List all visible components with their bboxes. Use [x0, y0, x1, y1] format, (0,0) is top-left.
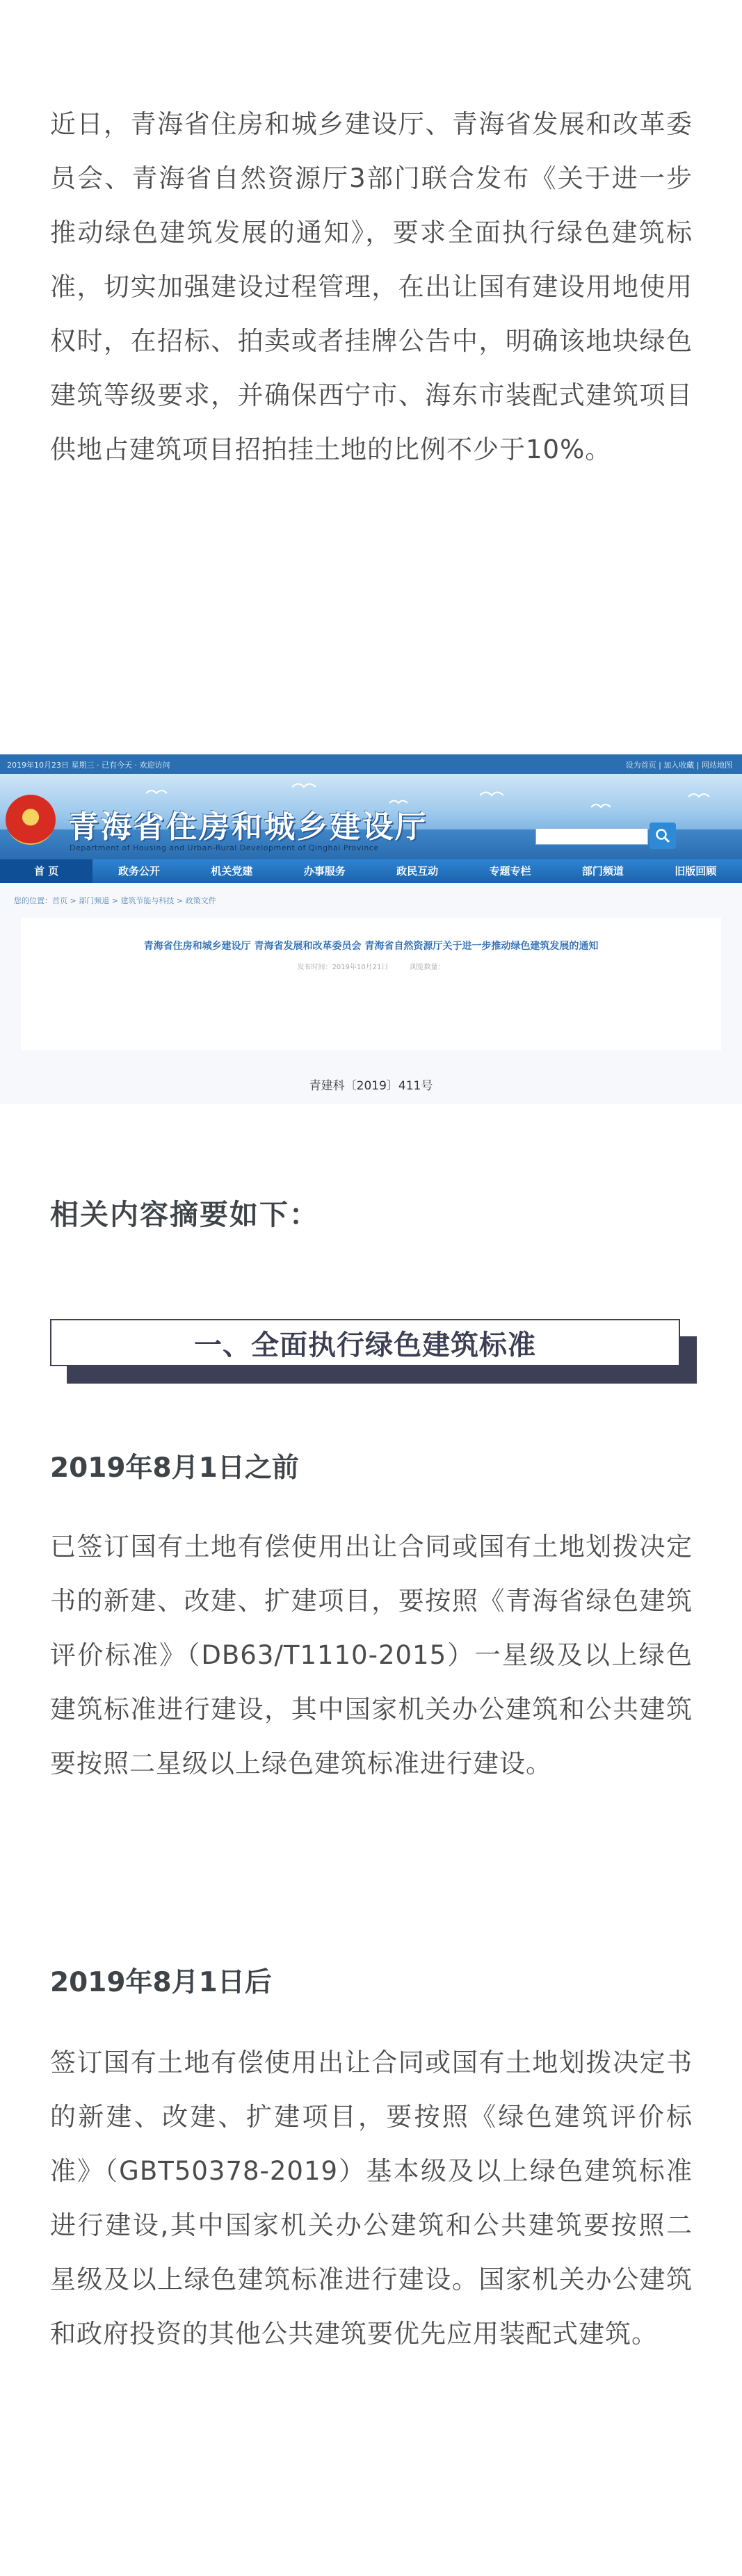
nav-departments[interactable]: 部门频道: [581, 865, 624, 877]
site-topbar: [0, 754, 742, 774]
gull-icon: [688, 791, 709, 800]
site-top-links: 设为首页 | 加入收藏 | 网站地图: [625, 761, 732, 770]
search-icon: [655, 828, 670, 843]
nav-old-version[interactable]: 旧版回顾: [675, 865, 717, 877]
site-nav: [0, 859, 742, 883]
after-date-heading: 2019年8月1日后: [50, 1967, 272, 1998]
nav-topics[interactable]: 专题专栏: [489, 865, 531, 877]
nav-interaction[interactable]: 政民互动: [396, 865, 439, 877]
gull-icon: [292, 781, 316, 791]
website-screenshot: [0, 754, 742, 1104]
nav-services[interactable]: 办事服务: [303, 865, 346, 877]
view-count: 浏览数量：: [410, 964, 445, 971]
gull-icon: [146, 788, 167, 796]
gull-icon: [591, 802, 611, 810]
summary-heading: 相关内容摘要如下：: [50, 1198, 319, 1231]
after-paragraph: 签订国有土地有偿使用出让合同或国有土地划拨决定书的新建、改建、扩建项目，要按照《绿色建筑评价标准》（GBT50378-2019）基本级及以上绿色建筑标准进行建设,其中国家机关办公建筑和公共建筑要按照二星级及以上绿色建筑标准进行建设。国家机关办公建筑和政府投资的其他公共建筑要优先应用装配式建筑。: [50, 2048, 693, 2349]
intro-paragraph: 近日，青海省住房和城乡建设厅、青海省发展和改革委员会、青海省自然资源厅3部门联合发布《关于进一步推动绿色建筑发展的通知》，要求全面执行绿色建筑标准，切实加强建设过程管理，在出让国有建设用地使用权时，在招标、拍卖或者挂牌公告中，明确该地块绿色建筑等级要求，并确保西宁市、海东市装配式建筑项目供地占建筑项目招拍挂土地的比例不少于10%。: [50, 109, 693, 464]
nav-gov-affairs[interactable]: 政务公开: [118, 865, 161, 877]
gull-icon: [480, 789, 503, 799]
publish-time: 发布时间：2019年10月21日: [297, 964, 389, 971]
notice-meta: [21, 961, 721, 971]
site-subtitle: Department of Housing and Urban-Rural Development of Qinghai Province: [70, 843, 379, 852]
site-title: 青海省住房和城乡建设厅: [68, 809, 428, 845]
national-emblem-icon: [6, 795, 56, 845]
site-search-input[interactable]: [535, 828, 648, 845]
document-number: 青建科〔2019〕411号: [309, 1079, 433, 1093]
notice-card: [21, 918, 721, 1050]
site-date: 2019年10月23日 星期三 · 已有今天 · 欢迎访问: [7, 761, 170, 770]
before-date-heading: 2019年8月1日之前: [50, 1452, 299, 1484]
site-search-button[interactable]: [650, 823, 676, 849]
section-title-box: [50, 1319, 680, 1366]
nav-home[interactable]: 首 页: [0, 859, 92, 883]
nav-party[interactable]: 机关党建: [211, 865, 253, 877]
site-banner: [0, 774, 742, 859]
breadcrumb: 您的位置：首页 > 部门频道 > 建筑节能与科技 > 政策文件: [14, 896, 216, 905]
before-paragraph: 已签订国有土地有偿使用出让合同或国有土地划拨决定书的新建、改建、扩建项目，要按照《青海省绿色建筑评价标准》（DB63/T1110-2015）一星级及以上绿色建筑标准进行建设，其中国家机关办公建筑和公共建筑要按照二星级以上绿色建筑标准进行建设。: [50, 1532, 693, 1779]
section-title: 一、全面执行绿色建筑标准: [194, 1329, 536, 1361]
notice-title[interactable]: 青海省住房和城乡建设厅 青海省发展和改革委员会 青海省自然资源厅关于进一步推动绿色建筑发展的通知: [143, 941, 599, 952]
